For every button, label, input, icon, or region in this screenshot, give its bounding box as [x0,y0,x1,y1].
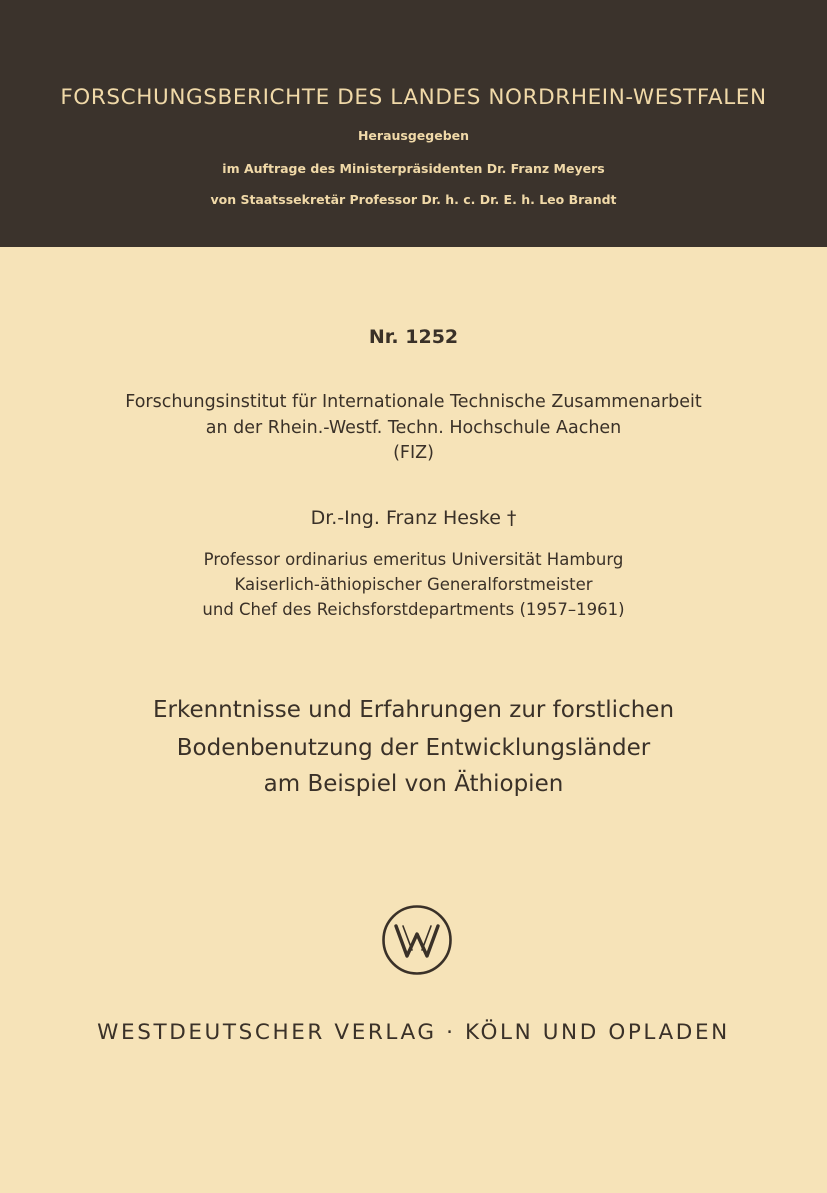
publisher-imprint: WESTDEUTSCHER VERLAG · KÖLN UND OPLADEN [97,1020,730,1045]
author-affiliation-1: Professor ordinarius emeritus Universität Hamburg [203,550,624,569]
editor-line-3: von Staatssekretär Professor Dr. h. c. Dr. E. h. Leo Brandt [210,192,617,207]
author-affiliation-3: und Chef des Reichsforstdepartments (1957–1961) [202,600,625,619]
book-title-line-1: Erkenntnisse und Erfahrungen zur forstlichen [152,697,675,723]
institute-line-2: an der Rhein.-Westf. Techn. Hochschule Aachen [205,418,622,438]
header-band [0,0,827,247]
editor-line-1: Herausgegeben [357,128,470,143]
book-title-line-3: am Beispiel von Äthiopien [263,771,564,797]
volume-number: Nr. 1252 [368,326,459,348]
book-title-line-2: Bodenbenutzung der Entwicklungsländer [176,735,651,761]
author-name: Dr.-Ing. Franz Heske † [310,507,517,529]
publisher-logo-icon [381,904,453,976]
series-title: FORSCHUNGSBERICHTE DES LANDES NORDRHEIN-WESTFALEN [60,85,767,110]
institute-line-1: Forschungsinstitut für Internationale Technische Zusammenarbeit [125,392,702,412]
institute-line-3: (FIZ) [393,443,434,463]
editor-line-2: im Auftrage des Ministerpräsidenten Dr. Franz Meyers [222,161,605,176]
author-affiliation-2: Kaiserlich-äthiopischer Generalforstmeister [234,575,593,594]
